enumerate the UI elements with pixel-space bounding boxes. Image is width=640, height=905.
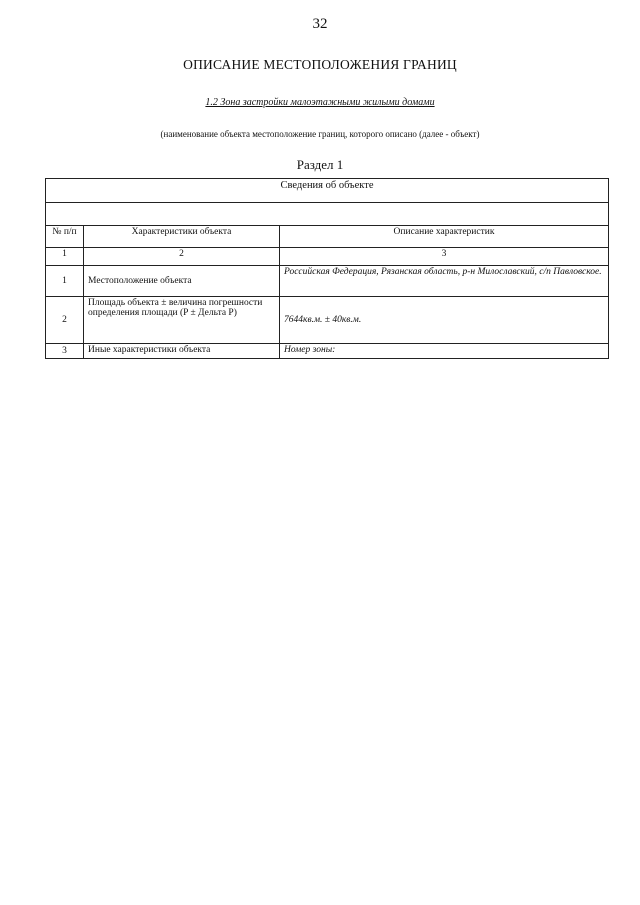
row-label: Площадь объекта ± величина погрешности определения площади (P ± Дельта P) [84, 297, 280, 344]
table-column-numbers [46, 248, 609, 266]
document-title: ОПИСАНИЕ МЕСТОПОЛОЖЕНИЯ ГРАНИЦ [183, 57, 457, 72]
row-label: Местоположение объекта [84, 266, 280, 297]
table-row [46, 344, 609, 359]
row-label: Иные характеристики объекта [84, 344, 280, 359]
object-name [0, 97, 640, 108]
section-title: Раздел 1 [296, 157, 344, 172]
table-row [46, 297, 609, 344]
object-name-caption: (наименование объекта местоположение границ, которого описано (далее - объект) [160, 129, 480, 139]
table-header-row [46, 179, 609, 203]
table-empty-cell [46, 203, 609, 226]
table-header: Сведения об объекте [46, 179, 609, 203]
row-number: 1 [46, 266, 84, 297]
column-number: 3 [280, 248, 609, 266]
row-value: Номер зоны: [280, 344, 609, 359]
column-header-number: № п/п [46, 226, 84, 248]
table-empty-row [46, 203, 609, 226]
row-value: 7644кв.м. ± 40кв.м. [280, 297, 609, 344]
row-number: 3 [46, 344, 84, 359]
column-header-characteristic: Характеристики объекта [84, 226, 280, 248]
page-number: 32 [312, 16, 328, 32]
row-number: 2 [46, 297, 84, 344]
table-column-headers [46, 226, 609, 248]
table-row [46, 266, 609, 297]
column-number: 2 [84, 248, 280, 266]
row-value: Российская Федерация, Рязанская область, р-н Милославский, с/п Павловское. [280, 266, 609, 297]
object-info-table [45, 178, 609, 359]
object-name-text: 1.2 Зона застройки малоэтажными жилыми домами [205, 97, 435, 108]
column-number: 1 [46, 248, 84, 266]
column-header-description: Описание характеристик [280, 226, 609, 248]
